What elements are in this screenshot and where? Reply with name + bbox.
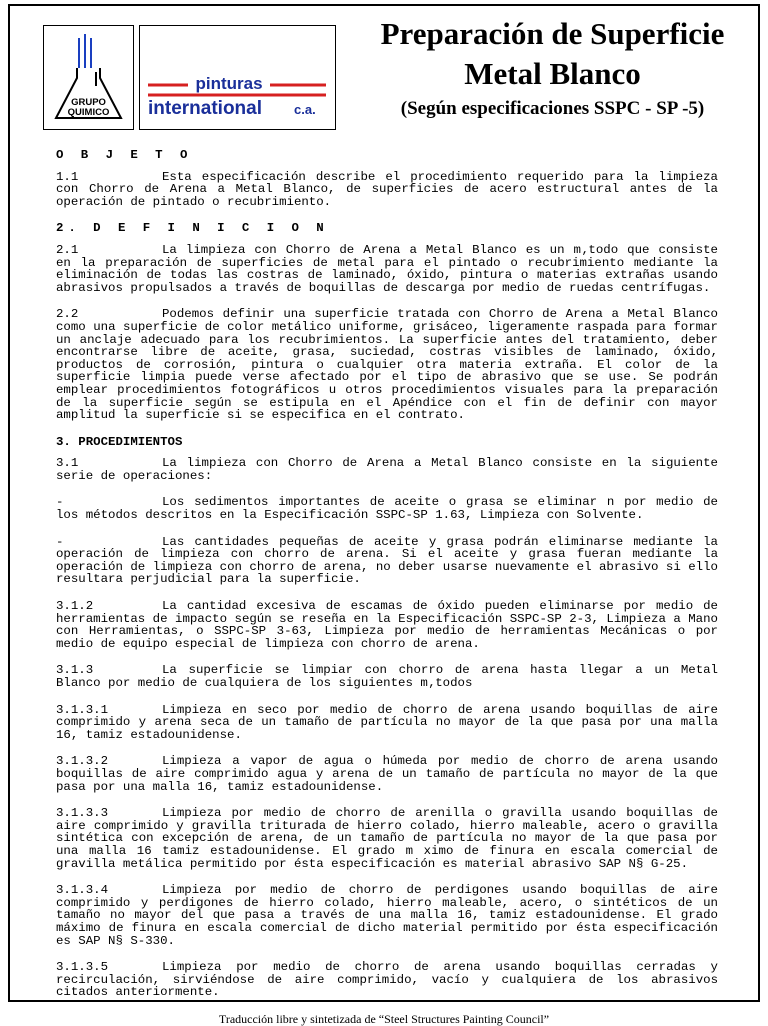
logo-text-quimico: QUIMICO <box>67 107 110 118</box>
paragraph-number: 3.1 <box>56 456 79 471</box>
paragraph-number: - <box>56 495 64 510</box>
title-line-1: Preparación de Superficie <box>380 16 725 51</box>
logo-text-grupo: GRUPO <box>71 97 106 108</box>
paragraph-number: 1.1 <box>56 169 79 184</box>
paragraph <box>56 755 718 793</box>
paragraph <box>56 308 718 421</box>
paragraph-number: 3.1.3.1 <box>56 702 109 717</box>
paragraph <box>56 496 718 521</box>
section-heading: 2. D E F I N I C I O N <box>56 221 329 236</box>
paragraph-number: 3.1.3.2 <box>56 754 109 769</box>
paragraph <box>56 704 718 742</box>
paragraph <box>56 884 718 947</box>
section-heading: O B J E T O <box>56 148 193 162</box>
paragraph <box>56 171 718 209</box>
logo-text-ca: c.a. <box>294 102 316 117</box>
pinturas-international-logo <box>139 25 336 130</box>
paragraph <box>56 664 718 689</box>
paragraph-text: Limpieza por medio de chorro de perdigones usando boquillas de aire comprimido y perdigones de hierro colado, hierro maleable, acero, o sintéticos de un tamaño no mayor del que pasa a través de una malla 16, tamiz estadounidense. El grado máximo de finura en escala comercial de dicho material permitido por ésta especificación es SAP N§ S-330. <box>56 883 718 948</box>
paragraph <box>56 536 718 586</box>
paragraph-text: Limpieza a vapor de agua o húmeda por medio de chorro de arena usando boquillas de aire comprimido agua y arena de un tamaño de partícula no mayor de la que pasa por una malla 16, tamiz estadounidense. <box>56 754 718 794</box>
paragraph-text: Limpieza por medio de chorro de arena usando boquillas cerradas y recirculación, sirviéndose de aire comprimido, vacío y cualquiera de los abrasivos citados anteriormente. <box>56 960 718 1000</box>
paragraph <box>56 457 718 482</box>
paragraph-text: La superficie se limpiar con chorro de arena hasta llegar a un Metal Blanco por medio de cualquiera de los siguientes m‚todos <box>56 663 718 690</box>
paragraph-text: Limpieza en seco por medio de chorro de arena usando boquillas de aire comprimido y arena seca de un tamaño de partícula no mayor de la que pasa por una malla 16, tamiz estadounidense. <box>56 702 718 742</box>
paragraph-text: Las cantidades pequeñas de aceite y grasa podrán eliminarse mediante la operación de limpieza con chorro de arena. Si el aceite y grasa fueran mediante la operación de limpieza con chorro de arena, no deber usarse nuevamente el abrasivo si ello resultara perjudicial para la superficie. <box>56 534 718 587</box>
paragraph <box>56 600 718 650</box>
title-line-2: Metal Blanco <box>464 56 641 91</box>
document-title-block <box>345 14 760 122</box>
document-subtitle: (Según especificaciones SSPC - SP -5) <box>400 98 705 119</box>
logo-text-international: international <box>148 98 263 119</box>
document-body <box>56 149 718 1013</box>
paragraph-text: Los sedimentos importantes de aceite o grasa se eliminar n por medio de los métodos descritos en la Especificación SSPC-SP 1.63, Limpieza con Solvente. <box>56 495 718 523</box>
paragraph <box>56 807 718 870</box>
paragraph-number: 3.1.3.4 <box>56 883 109 898</box>
grupo-quimico-logo <box>43 25 134 130</box>
paragraph-text: Podemos definir una superficie tratada con Chorro de Arena a Metal Blanco como una superficie de color metálico uniforme, grisáceo, ligeramente raspada para formar un anclaje adecuado para los recubrimientos. La superficie antes del tratamiento, deber encontrarse libre de aceite, grasa, suciedad, costras visibles de laminado, óxido, productos de corrosión, pintura o cualquier otra materia extraña. El color de la superficie limpia puede verse afectado por el tipo de abrasivo que se use. Se podrán emplear procedimientos fotográficos u otros procedimientos visuales para la preparación de la superficie según se estipula en el Apéndice con el fin de definir con mayor amplitud la superficie si se especifica en el contrato. <box>56 307 718 423</box>
paragraph <box>56 244 718 294</box>
paragraph-number: 2.1 <box>56 242 79 257</box>
logo-text-pinturas: pinturas <box>195 74 263 93</box>
paragraph-number: 3.1.3.3 <box>56 806 109 821</box>
paragraph-text: Esta especificación describe el procedimiento requerido para la limpieza con Chorro de Arena a Metal Blanco, de superficies de acero estructural antes de la operación de pintado o recubrimiento. <box>56 169 718 209</box>
paragraph-number: 2.2 <box>56 307 79 322</box>
paragraph-text: La cantidad excesiva de escamas de óxido pueden eliminarse por medio de herramientas de impacto según se reseña en la Especificación SSPC-SP 2-3, Limpieza a Mano con Herramientas, o SSPC-SP 3-63, Limpieza por medio de herramientas Mecánicas o por medio de equipo especial de limpieza con chorro de arena. <box>56 599 718 651</box>
paragraph-number: 3.1.2 <box>56 599 94 614</box>
paragraph-number: 3.1.3.5 <box>56 960 109 975</box>
paragraph <box>56 961 718 999</box>
section-heading: 3. PROCEDIMIENTOS <box>56 434 183 449</box>
paragraph-text: Limpieza por medio de chorro de arenilla o gravilla usando boquillas de aire comprimido y gravilla triturada de hierro colado, hierro maleable, acero o gravilla sintética con excepción de arena, de un tamaño de partícula no mayor de la que pasa por una malla 16 tamiz estadounidense. El grado m ximo de finura en escala comercial de gravilla metálica permitido por ésta especificación es material abrasivo SAP N§ G-25. <box>56 806 718 871</box>
paragraph-text: La limpieza con Chorro de Arena a Metal Blanco es un m‚todo que consiste en la preparación de superficies de metal para el pintado o recubrimiento mediante la eliminación de todas las costras de laminado, óxido, pintura o materias extrañas usando abrasivos propulsados a través de boquillas de descarga por medio de ruedas centrífugas. <box>56 242 718 295</box>
footer-credit: Traducción libre y sintetizada de “Steel Structures Painting Council” <box>218 1012 550 1026</box>
paragraph-number: - <box>56 534 64 549</box>
paragraph-text: La limpieza con Chorro de Arena a Metal Blanco consiste en la siguiente serie de operaciones: <box>56 456 718 483</box>
paragraph-number: 3.1.3 <box>56 663 94 678</box>
